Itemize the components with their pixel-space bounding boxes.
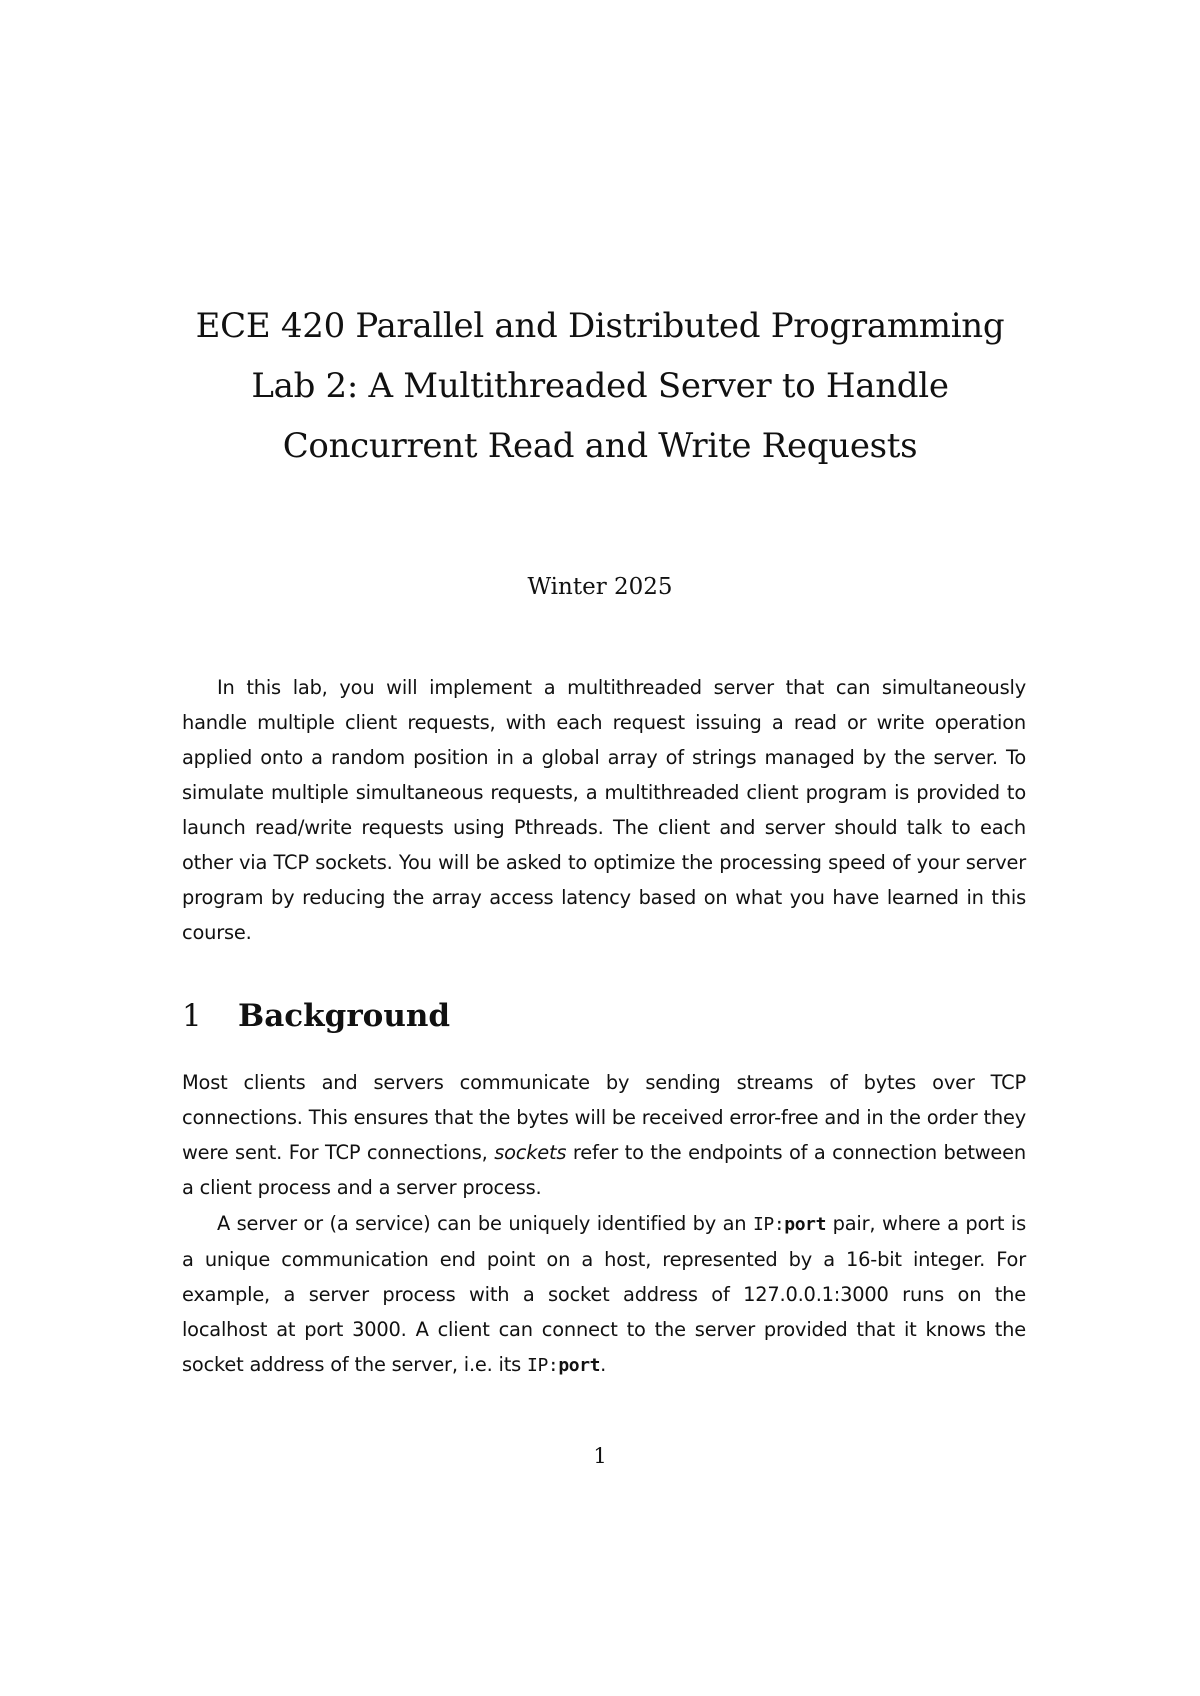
- sockets-emphasis: sockets: [494, 1141, 567, 1164]
- bg-p1-text-a: Most clients and servers communicate by sending streams of bytes over TCP connections. This ensures that the bytes will be received error-free and in the order they were sent. For TCP connections,: [182, 1071, 1026, 1164]
- document-date: Winter 2025: [527, 574, 673, 600]
- bg-p2-text-b: pair, where a port is a unique communication end point on a host, represented by a 16-bit integer. For example, a server process with a socket address of 127.0.0.1:3000 runs on the localhost at port 3000. A client can connect to the server provided that it knows the socket address of the server, i.e. its: [182, 1212, 1026, 1376]
- bg-p2-text-c: .: [600, 1353, 607, 1376]
- bg-p2-text-a: A server or (a service) can be uniquely identified by an: [217, 1212, 753, 1235]
- document-title: [0, 296, 1200, 476]
- title-line-1: ECE 420 Parallel and Distributed Programming: [195, 306, 1005, 346]
- background-paragraph-1: [182, 1065, 1026, 1205]
- section-title: Background: [238, 998, 451, 1034]
- ip-port-code-2: [527, 1355, 600, 1376]
- ip-code: IP:: [752, 1214, 785, 1235]
- title-line-3: Concurrent Read and Write Requests: [282, 426, 918, 466]
- ip-code-2: IP:: [527, 1355, 559, 1376]
- section-heading: [182, 996, 450, 1036]
- background-paragraph-2: [182, 1206, 1026, 1383]
- port-code: port: [784, 1214, 827, 1235]
- title-line-2: Lab 2: A Multithreaded Server to Handle: [251, 366, 949, 406]
- ip-port-code-1: [753, 1214, 826, 1235]
- section-number: 1: [182, 998, 202, 1034]
- port-code-2: port: [558, 1355, 601, 1376]
- abstract-paragraph: In this lab, you will implement a multithreaded server that can simultaneously handle multiple client requests, with each request issuing a read or write operation applied onto a random position in a global array of strings managed by the server. To simulate multiple simultaneous requests, a multithreaded client program is provided to launch read/write requests using Pthreads. The client and server should talk to each other via TCP sockets. You will be asked to optimize the processing speed of your server program by reducing the array access latency based on what you have learned in this course.: [182, 676, 1026, 944]
- page-number: 1: [593, 1444, 607, 1468]
- bg-p1-text-b: refer to the endpoints of a connection between a client process and a server process.: [182, 1141, 1026, 1199]
